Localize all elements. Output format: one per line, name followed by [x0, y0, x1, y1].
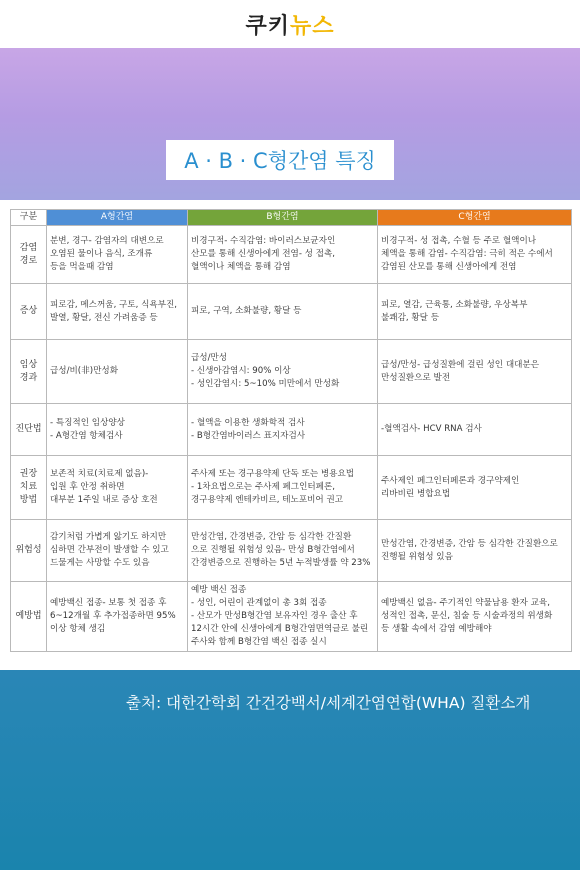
cell-hepatitis-b: [188, 520, 378, 582]
cell-line: 심하면 간부전이 발생할 수 있고: [50, 545, 169, 555]
cell-line: 진행될 위험성 있음: [381, 551, 453, 562]
table-row: [11, 582, 572, 652]
cell-line: - 혈액을 이용한 생화학적 검사: [191, 417, 305, 428]
cell-hepatitis-b: [188, 284, 378, 340]
table-row: [11, 284, 572, 340]
cell-hepatitis-a: [47, 284, 188, 340]
cell-line: 급성/만성- 급성질환에 걸린 성인 대대분은: [381, 359, 540, 370]
row-header: [11, 284, 47, 340]
row-header: [11, 340, 47, 404]
cell-line: 권장: [19, 469, 38, 479]
cell-line: -혈액검사- HCV RNA 검사: [381, 424, 482, 434]
cell-line: 보존적 치료(치료제 없음)-: [50, 469, 149, 479]
cell-line: 리바비린 병합요법: [381, 488, 451, 499]
cell-hepatitis-a: [47, 404, 188, 456]
cell-line: - 특징적인 임상양상: [50, 417, 125, 428]
cell-line: - 성인, 어린이 관계없이 총 3회 접종: [191, 598, 327, 608]
cell-line: 진단법: [15, 424, 42, 434]
page-title: A · B · C형간염 특징: [184, 149, 376, 173]
hepatitis-comparison-table-container: [10, 209, 571, 652]
table-row: [11, 456, 572, 520]
cell-hepatitis-b: [188, 340, 378, 404]
cell-line: 주사와 함께 B형간염 백신 접종 실시: [191, 637, 327, 647]
cell-line: 감염된 산모를 통해 신생아에게 전염: [381, 262, 517, 272]
cell-line: 예방백신 접종- 보통 첫 접종 후: [50, 598, 167, 608]
cell-line: 예방법: [15, 611, 42, 621]
row-header: [11, 456, 47, 520]
cell-line: 감기처럼 가볍게 앓기도 하지만: [50, 532, 167, 542]
cell-line: 증상: [19, 306, 38, 316]
cell-line: 12시간 안에 신생아에게 B형간염면역글로 불린: [191, 624, 369, 634]
logo-accent: 뉴스: [290, 13, 335, 39]
cell-line: 산모를 통해 신생아에게 전염- 성 접촉,: [191, 249, 336, 259]
table-row: [11, 340, 572, 404]
cell-line: 간경변증으로 진행하는 5년 누적발생률 약 23%: [191, 558, 371, 568]
cell-line: 만성간염, 간경변증, 간암 등 심각한 간질환으로: [381, 538, 558, 549]
cell-line: 만성간염, 간경변증, 간암 등 심각한 간질환: [191, 532, 352, 542]
cell-hepatitis-a: [47, 582, 188, 652]
cell-line: 예방 백신 접종: [191, 585, 247, 595]
cell-hepatitis-c: [378, 226, 572, 284]
cell-line: - A형간염 항체검사: [50, 430, 123, 441]
cell-line: - 성인감염시: 5~10% 미만에서 만성화: [191, 379, 340, 389]
cell-hepatitis-c: [378, 284, 572, 340]
header-hepatitis-b: B형간염: [188, 210, 378, 226]
header-hepatitis-a: A형간염: [47, 210, 188, 226]
table-header-row: [11, 210, 572, 226]
cell-line: 만성질환으로 발전: [381, 372, 451, 383]
cell-line: 급성/만성: [191, 353, 228, 363]
cell-line: 이상 항체 생김: [50, 624, 106, 634]
cell-hepatitis-c: [378, 582, 572, 652]
header-category: 구분: [11, 210, 47, 226]
cell-line: 등을 먹을때 감염: [50, 262, 114, 272]
cell-line: 6~12개월 후 추가접종하면 95%: [50, 611, 176, 621]
cell-line: 피로, 열감, 근육통, 소화불량, 우상복부: [381, 299, 528, 310]
top-bar: [0, 0, 580, 48]
cell-line: 피로감, 메스꺼움, 구토, 식욕부진,: [50, 299, 178, 310]
table-body: [11, 226, 572, 652]
cell-line: 체액을 통해 감염- 수직감염: 극히 적은 수에서: [381, 249, 553, 259]
cell-hepatitis-c: [378, 520, 572, 582]
cell-line: 비경구적- 성 접촉, 수혈 등 주로 혈액이나: [381, 236, 537, 246]
cell-line: - 1차요법으로는 주사제 페그인터페론,: [191, 482, 336, 492]
kukinews-logo[interactable]: [245, 9, 334, 40]
cell-line: 등 생활 속에서 감염 예방해야: [381, 624, 492, 634]
cell-line: 주사제 또는 경구용약제 단독 또는 병용요법: [191, 469, 355, 479]
row-header: [11, 226, 47, 284]
logo-main: 쿠키: [245, 13, 290, 39]
cell-line: 성적인 접촉, 문신, 침술 등 시술과정의 위생화: [381, 611, 553, 621]
cell-line: 방법: [19, 495, 38, 505]
cell-line: 급성/비(非)만성화: [50, 366, 119, 376]
cell-hepatitis-c: [378, 404, 572, 456]
header-hepatitis-c: C형간염: [378, 210, 572, 226]
row-header: [11, 582, 47, 652]
row-header: [11, 404, 47, 456]
row-header: [11, 520, 47, 582]
cell-line: 혈액이나 체액을 통해 감염: [191, 262, 291, 272]
cell-line: - 산모가 만성B형간염 보유자인 경우 출산 후: [191, 611, 358, 621]
source-caption: 출처: 대한간학회 간건강백서/세계간염연합(WHA) 질환소개: [126, 694, 531, 712]
cell-line: 오염된 물이나 음식, 조개류: [50, 249, 153, 259]
cell-line: 경구용약제 엔테카비르, 테노포비어 권고: [191, 495, 344, 505]
cell-line: 드물게는 사망할 수도 있음: [50, 558, 150, 568]
cell-line: 감염: [19, 242, 38, 253]
cell-line: - 신생아감염시: 90% 이상: [191, 366, 291, 376]
cell-line: 임상: [19, 359, 38, 370]
cell-line: 발열, 황달, 전신 가려움증 등: [50, 312, 158, 323]
cell-line: 입원 후 안정 취하면: [50, 482, 125, 492]
cell-line: 불쾌감, 황달 등: [381, 312, 440, 323]
table-row: [11, 226, 572, 284]
cell-line: 경로: [19, 255, 38, 266]
cell-hepatitis-b: [188, 456, 378, 520]
cell-hepatitis-c: [378, 340, 572, 404]
cell-hepatitis-b: [188, 226, 378, 284]
cell-line: 예방백신 없음- 주기적인 약물남용 환자 교육,: [381, 598, 550, 608]
cell-line: 분변, 경구- 감염자의 대변으로: [50, 236, 164, 246]
table-row: [11, 404, 572, 456]
title-box: [166, 140, 394, 180]
cell-line: 대부분 1주일 내로 증상 호전: [50, 495, 158, 505]
table-row: [11, 520, 572, 582]
cell-line: 경과: [19, 372, 38, 383]
hepatitis-comparison-table: [10, 209, 572, 652]
cell-line: 피로, 구역, 소화불량, 황달 등: [191, 306, 302, 316]
cell-line: 치료: [19, 482, 38, 492]
cell-hepatitis-b: [188, 582, 378, 652]
cell-line: 비경구적- 수직감염: 바이러스보균자인: [191, 236, 336, 246]
cell-line: - B형간염바이러스 표지자검사: [191, 430, 306, 441]
cell-hepatitis-a: [47, 520, 188, 582]
cell-hepatitis-b: [188, 404, 378, 456]
cell-hepatitis-a: [47, 340, 188, 404]
cell-hepatitis-a: [47, 226, 188, 284]
cell-hepatitis-a: [47, 456, 188, 520]
cell-hepatitis-c: [378, 456, 572, 520]
cell-line: 으로 진행될 위험성 있음- 만성 B형간염에서: [191, 545, 355, 555]
cell-line: 위험성: [15, 545, 42, 555]
cell-line: 주사제인 페그인터페론과 경구약제인: [381, 475, 520, 486]
